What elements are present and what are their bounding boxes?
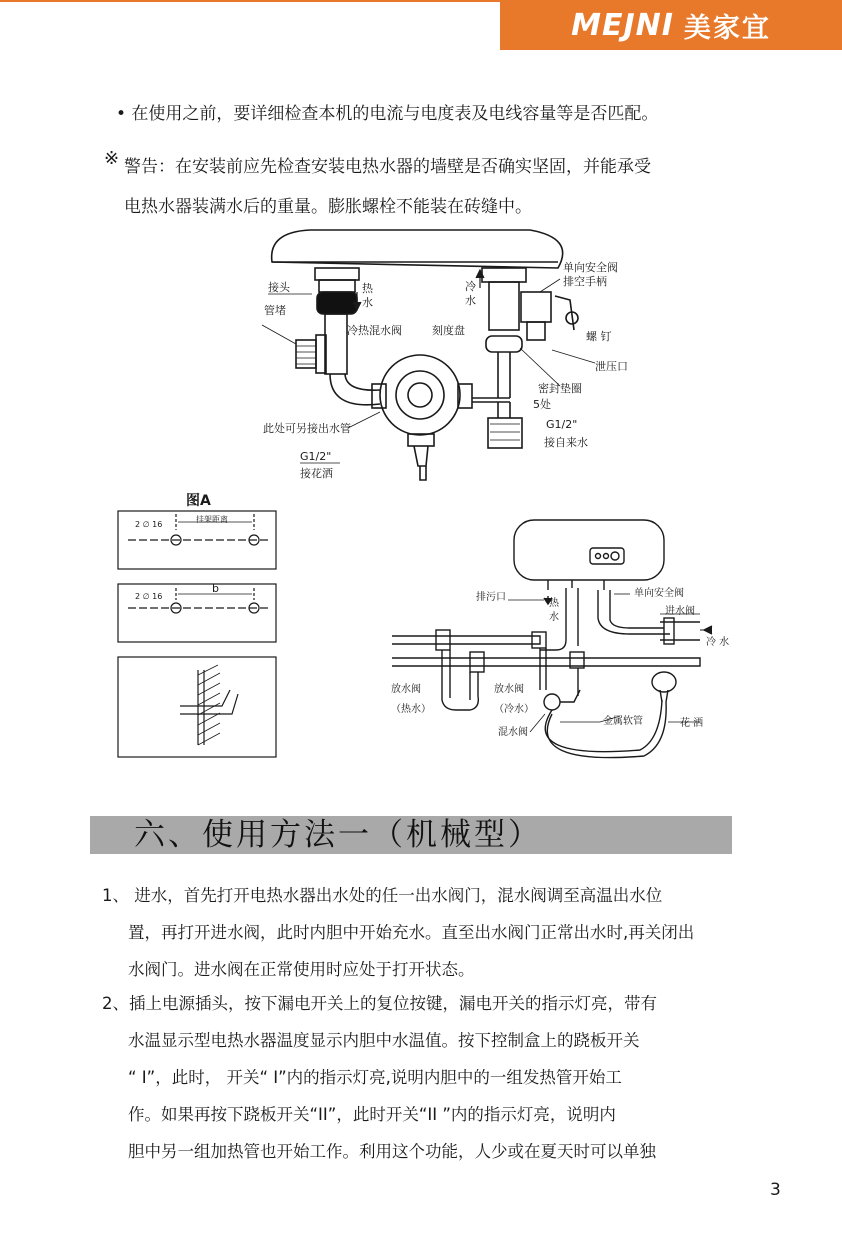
warning-line-1: 警告：在安装前应先检查安装电热水器的墙壁是否确实坚固，并能承受 (124, 157, 651, 177)
step-2-line-5: 胆中另一组加热管也开始工作。利用这个功能，人少或在夏天时可以单独 (128, 1142, 656, 1161)
label-g-half-right: G1/2" (546, 418, 578, 431)
section-title: 六、使用方法一（机械型） (134, 817, 542, 853)
label-extra-outlet: 此处可另接出水管 (263, 422, 351, 435)
figure-a-box1-label: 挂架距离 (196, 515, 228, 524)
label-install-water: 水 (549, 612, 559, 623)
label-cold-water-in: 冷 水 (706, 637, 730, 648)
figure-a-title: 图A (186, 493, 211, 509)
brand-logo-chinese: 美家宜 (683, 12, 771, 44)
label-metal-hose: 金属软管 (603, 716, 643, 727)
step-2-line-1: 2、插上电源插头，按下漏电开关上的复位按键，漏电开关的指示灯亮，带有 (102, 994, 657, 1013)
precheck-bullet: • 在使用之前，要详细检查本机的电流与电度表及电线容量等是否匹配。 (116, 104, 659, 124)
label-pipe-plug: 管堵 (264, 304, 286, 317)
step-1-line-3: 水阀门。进水阀在正常使用时应处于打开状态。 (128, 960, 475, 979)
label-check-valve: 单向安全阀 (563, 261, 618, 274)
label-tap-water: 接自来水 (544, 436, 588, 449)
label-drain-valve-hot: 放水阀 (391, 684, 421, 695)
step-2-line-3: “ I”，此时， 开关“ I”内的指示灯亮,说明内胆中的一组发热管开始工 (128, 1068, 622, 1087)
label-shower: 花 洒 (680, 718, 704, 729)
label-hot-water-paren: （热水） (391, 704, 431, 715)
label-install-mixing-valve: 混水阀 (498, 727, 528, 738)
warning-line-2: 电热水器装满水后的重量。膨胀螺栓不能装在砖缝中。 (124, 197, 532, 217)
label-seal-ring: 密封垫圈 (538, 382, 582, 395)
figure-a-boxes (118, 511, 276, 757)
label-inlet-valve: 进水阀 (665, 606, 695, 617)
label-drain-outlet: 排污口 (476, 592, 506, 603)
step-1-line-1: 1、 进水，首先打开电热水器出水处的任一出水阀门，混水阀调至高温出水位 (102, 886, 663, 905)
brand-logo-latin: MEJNI (571, 7, 674, 43)
label-install-hot: 热 (549, 598, 559, 609)
step-2-line-2: 水温显示型电热水器温度显示内胆中水温值。按下控制盒上的跷板开关 (128, 1031, 640, 1050)
label-cold-water: 水 (465, 294, 476, 307)
label-g-half-left: G1/2" (300, 450, 332, 463)
label-screw: 螺 钉 (586, 330, 612, 343)
step-1-line-2: 置，再打开进水阀，此时内胆中开始充水。直至出水阀门正常出水时,再关闭出 (128, 923, 695, 942)
label-joint: 接头 (268, 281, 290, 294)
label-hot: 热 (362, 282, 373, 295)
reference-mark-icon: ※ (104, 148, 120, 169)
label-five-places: 5处 (533, 398, 551, 411)
figure-a-box2-label: b (212, 582, 219, 595)
label-shower-conn: 接花洒 (300, 467, 333, 480)
label-cold: 冷 (465, 280, 476, 293)
label-water: 水 (362, 296, 373, 309)
label-cold-water-paren: （冷水） (494, 704, 534, 715)
label-relief-port: 泄压口 (595, 360, 628, 373)
figure-a-box2-dim: 2 ∅ 16 (135, 592, 163, 601)
label-mixing-valve: 冷热混水阀 (347, 324, 402, 337)
label-scale-dial: 刻度盘 (432, 324, 465, 337)
label-drain-handle: 排空手柄 (563, 275, 607, 288)
step-2-line-4: 作。如果再按下跷板开关“II”，此时开关“II ”内的指示灯亮，说明内 (128, 1105, 616, 1124)
figure-a-box1-dim: 2 ∅ 16 (135, 520, 163, 529)
label-drain-valve-cold: 放水阀 (494, 684, 524, 695)
install-overview-diagram (392, 520, 712, 758)
page-number: 3 (770, 1180, 781, 1200)
label-install-check-valve: 单向安全阀 (634, 588, 684, 599)
